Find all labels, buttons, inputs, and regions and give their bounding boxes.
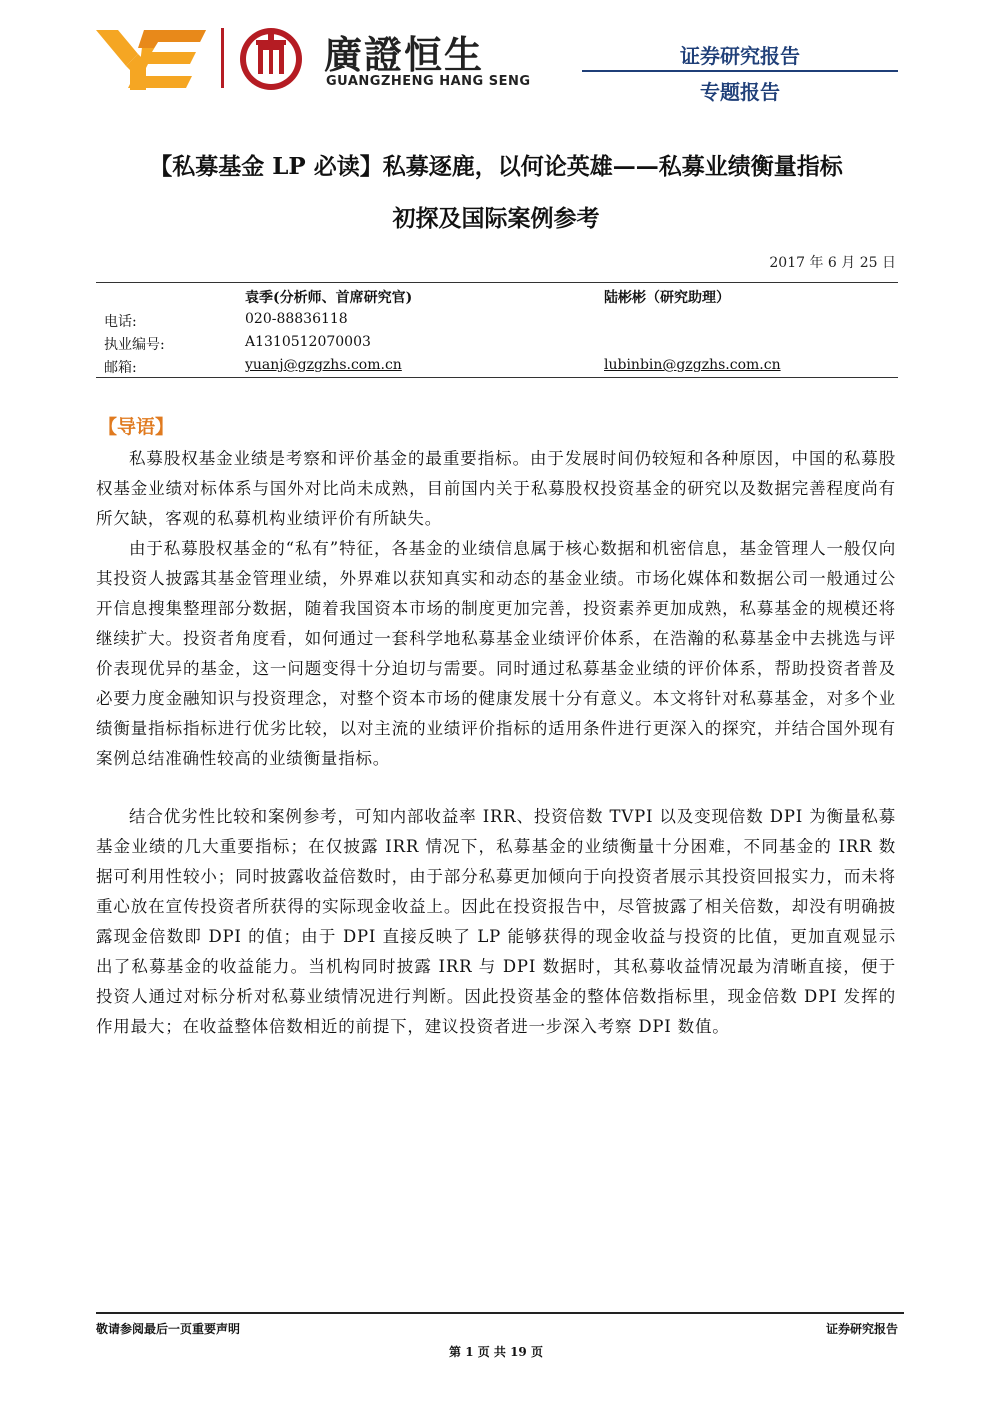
footer-disclaimer-note: 敬请参阅最后一页重要声明 [96,1322,241,1336]
footer-report-type: 证券研究报告 [825,1322,898,1336]
license-label: 执业编号: [104,337,165,353]
page-number: 第 1 页 共 19 页 [449,1345,543,1359]
author-email-assistant[interactable]: lubinbin@gzgzhs.com.cn [604,357,781,373]
report-type: 证券研究报告 [680,44,800,68]
intro-heading: 【导语】 [98,416,175,438]
author-name-primary: 袁季(分析师、首席研究官) [245,290,413,306]
paragraph-text: 由于私募股权基金的“私有”特征，各基金的业绩信息属于核心数据和机密信息，基金管理人一般仅向其投资人披露其基金管理业绩，外界难以获知真实和动态的基金业绩。市场化媒体和数据公司一般通过公开信息搜集整理部分数据，随着我国资本市场的制度更加完善，投资素养更加成熟，私募基金的规模还将继续扩大。投资者角度看，如何通过一套科学地私募基金业绩评价体系，在浩瀚的私募基金中去挑选与评价表现优异的基金，这一问题变得十分迫切与需要。同时通过私募基金业绩的评价体系，帮助投资者普及必要力度金融知识与投资理念，对整个资本市场的健康发展十分有意义。本文将针对私募基金，对多个业绩衡量指标指标进行优劣比较，以对主流的业绩评价指标的适用条件进行更深入的探究，并结合国外现有案例总结准确性较高的业绩衡量指标。 [96,539,896,768]
footer-rule [96,1312,904,1314]
logo-divider [221,28,224,88]
author-name-assistant: 陆彬彬（研究助理） [604,290,730,306]
seal-icon [238,26,304,92]
author-table-top-rule [96,282,898,283]
report-date: 2017 年 6 月 25 日 [769,255,896,271]
document-title-line2: 初探及国际案例参考 [392,205,600,232]
report-subtype: 专题报告 [700,80,780,104]
body-paragraph [96,802,896,1042]
author-table-bottom-rule [96,377,898,378]
paragraph-text: 结合优劣性比较和案例参考，可知内部收益率 IRR、投资倍数 TVPI 以及变现倍数 DPI 为衡量私募基金业绩的几大重要指标；在仅披露 IRR 情况下，私募基金的业绩衡量十分困难，不同基金的 IRR 数据可利用性较小；同时披露收益倍数时，由于部分私募更加倾向于向投资者展示其投资回报实力，而未将重心放在宣传投资者所获得的实际现金收益上。因此在投资报告中，尽管披露了相关倍数，却没有明确披露现金倍数即 DPI 的值；由于 DPI 直接反映了 LP 能够获得的现金收益与投资的比值，更加直观显示出了私募基金的收益能力。当机构同时披露 IRR 与 DPI 数据时，其私募收益情况最为清晰直接，便于投资人通过对标分析对私募业绩情况进行判断。因此投资基金的整体倍数指标里，现金倍数 DPI 发挥的作用最大；在收益整体倍数相近的前提下，建议投资者进一步深入考察 DPI 数值。 [96,807,896,1036]
body-paragraph [96,444,896,534]
logo-english-name: GUANGZHENG HANG SENG [326,74,531,89]
phone-label: 电话: [104,314,137,330]
logo-chinese-name: 廣證恒生 [324,33,485,77]
company-logo [96,22,531,96]
header-divider [582,70,898,72]
ye-logo-icon [96,24,206,90]
document-title-line1: 【私募基金 LP 必读】私募逐鹿，以何论英雄——私募业绩衡量指标 [149,153,843,180]
paragraph-text: 私募股权基金业绩是考察和评价基金的最重要指标。由于发展时间仍较短和各种原因，中国的私募股权基金业绩对标体系与国外对比尚未成熟，目前国内关于私募股权投资基金的研究以及数据完善程度尚有所欠缺，客观的私募机构业绩评价有所缺失。 [96,449,896,528]
body-paragraph [96,534,896,774]
author-email-primary[interactable]: yuanj@gzgzhs.com.cn [245,357,402,373]
email-label: 邮箱: [104,360,137,376]
author-phone: 020-88836118 [245,311,348,327]
author-license-number: A1310512070003 [245,334,371,350]
